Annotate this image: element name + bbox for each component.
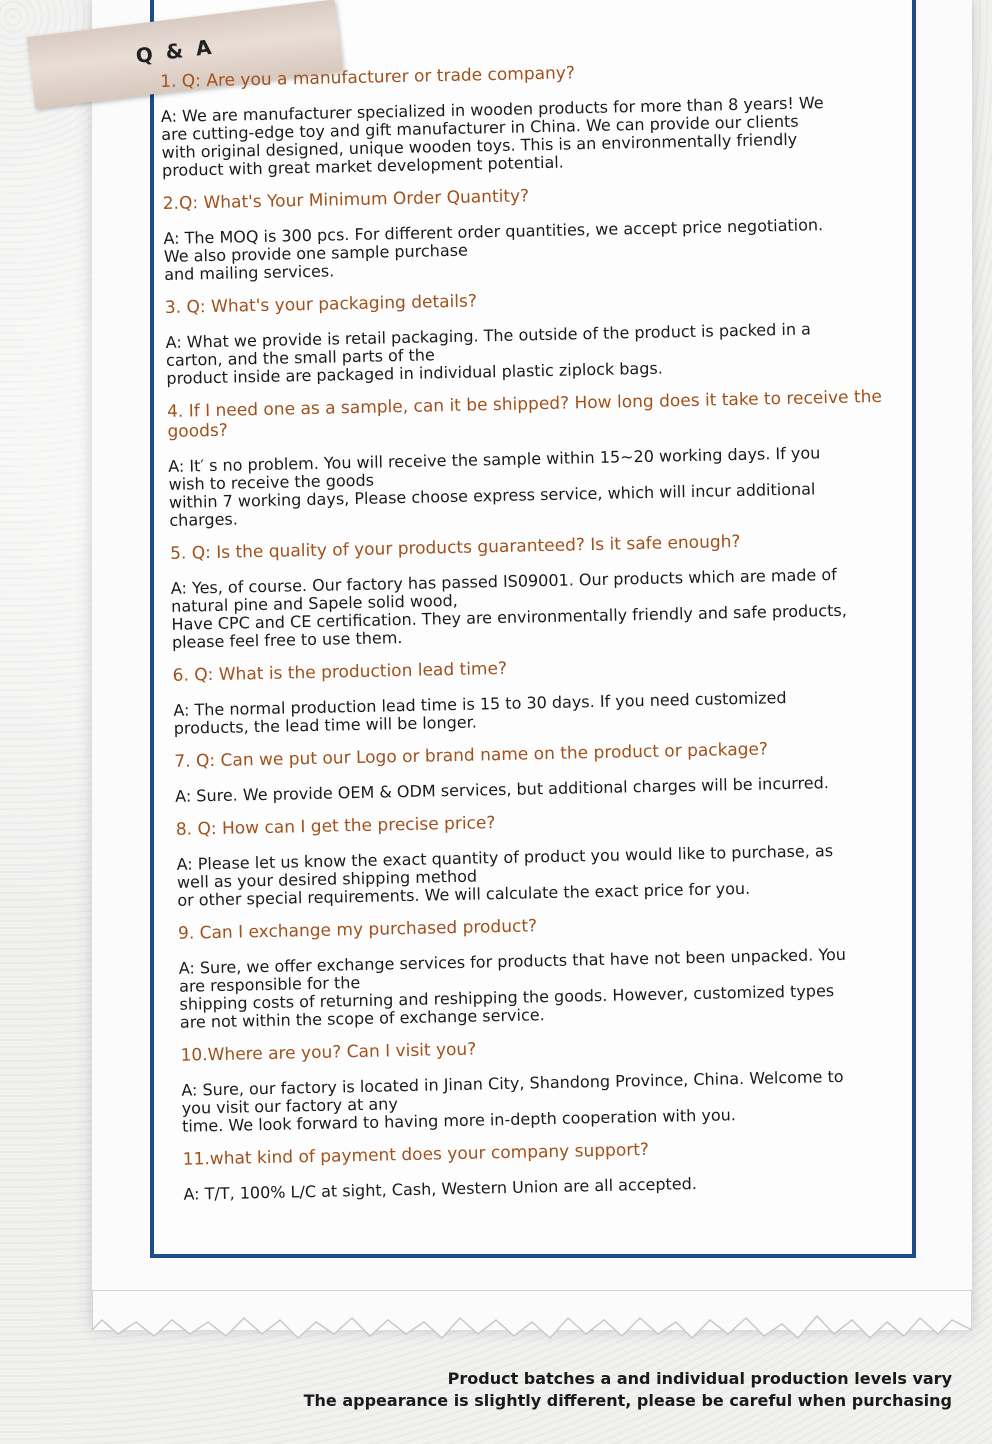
qa-item [183,1134,924,1203]
question-text: 6. Q: What is the production lead time? [172,658,508,686]
answer-text: A: Yes, of course. Our factory has passed IS09001. Our products which are made of natural pine and Sapele solid wood, Have CPC and CE certification. They are environmentally friendly and safe products, please feel free to use them. [170,564,847,652]
answer-text: A: The MOQ is 300 pcs. For different order quantities, we accept price negotiation. We also provide one sample purchase and mailing services. [163,215,824,284]
answer-text: A: We are manufacturer specialized in wooden products for more than 8 years! We are cutting-edge toy and gift manufacturer in China. We can provide our clients with original designed, unique wooden toys. This is an environmentally friendly product with great market development potential. [160,93,824,180]
question-text: 8. Q: How can I get the precise price? [175,813,496,840]
answer-text: A: It′ s no problem. You will receive the sample within 15~20 working days. If you wish to receive the goods within 7 working days, Please choose express service, which will incur additional charges. [168,443,821,530]
qa-item [160,57,902,180]
answer-text: A: What we provide is retail packaging. The outside of the product is packed in a carton, and the small parts of the product inside are packaged in individual plastic ziplock bags. [165,319,812,388]
qa-item [163,178,905,283]
qa-item [180,1030,922,1135]
question-text: 10.Where are you? Can I visit you? [180,1039,477,1066]
question-text: 11.what kind of payment does your company support? [182,1139,650,1170]
answer-text: A: Sure, our factory is located in Jinan City, Shandong Province, China. Welcome to you visit our factory at any time. We look forward to having more in-depth cooperation with you. [181,1066,844,1136]
qa-item [172,650,913,737]
question-text: 1. Q: Are you a manufacturer or trade company? [160,63,576,92]
footer-note [304,1368,952,1412]
qa-item [178,908,920,1031]
qa-item [170,528,912,651]
answer-text: A: The normal production lead time is 15 to 30 days. If you need customized products, the lead time will be longer. [173,688,787,738]
qa-item [174,736,915,805]
qa-item [167,386,910,529]
answer-text: A: T/T, 100% L/C at sight, Cash, Western Union are all accepted. [183,1174,698,1204]
answer-text: A: Please let us know the exact quantity of product you would like to purchase, as well as your desired shipping method or other special requirements. We will calculate the exact price for you. [176,841,834,910]
question-text: 7. Q: Can we put our Logo or brand name on the product or package? [174,739,769,772]
page-title: Q & A [134,34,216,68]
answer-text: A: Sure, we offer exchange services for products that have not been unpacked. You are responsible for the shipping costs of returning and reshipping the goods. However, customized types are not within the scope of exchange service. [178,944,847,1032]
qa-list [160,57,924,1218]
torn-paper-edge [92,1290,972,1350]
question-text: 2.Q: What's Your Minimum Order Quantity? [162,186,530,214]
footer-line-1: Product batches a and individual production levels vary [447,1369,952,1388]
answer-text: A: Sure. We provide OEM & ODM services, but additional charges will be incurred. [174,773,830,806]
qa-item [165,282,907,387]
footer-line-2: The appearance is slightly different, please be careful when purchasing [303,1391,952,1410]
question-text: 5. Q: Is the quality of your products guaranteed? Is it safe enough? [169,531,741,564]
question-text: 9. Can I exchange my purchased product? [177,916,538,944]
question-text: 3. Q: What's your packaging details? [164,291,478,318]
question-text: 4. If I need one as a sample, can it be shipped? How long does it take to receive the goods? [166,386,883,442]
qa-item [176,804,918,909]
